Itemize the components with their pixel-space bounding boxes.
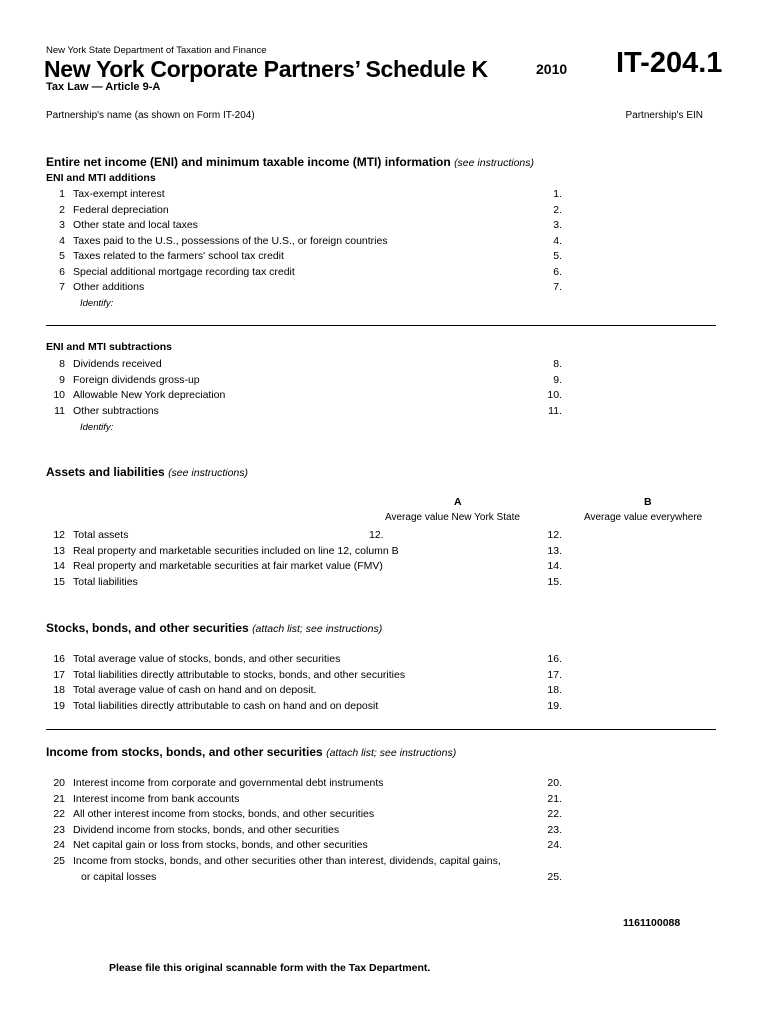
line-ref: 13. xyxy=(547,544,562,557)
line-13[interactable] xyxy=(46,545,566,560)
additions-heading: ENI and MTI additions xyxy=(46,172,156,184)
assets-section-title-text: Assets and liabilities xyxy=(46,465,165,479)
line-number: 14 xyxy=(53,560,65,572)
line-description: Net capital gain or loss from stocks, bonds, and other securities xyxy=(73,839,368,851)
column-a-letter: A xyxy=(454,496,462,508)
line-number: 13 xyxy=(53,544,65,557)
line-number: 21 xyxy=(53,792,65,805)
line-number: 24 xyxy=(53,839,65,851)
line-16[interactable] xyxy=(46,653,566,668)
department-name: New York State Department of Taxation and Finance xyxy=(46,45,267,56)
line-description: Other additions xyxy=(73,281,145,293)
line-22[interactable] xyxy=(46,808,566,823)
line-number: 17 xyxy=(53,668,65,681)
line-number: 7 xyxy=(59,281,65,293)
line-9[interactable] xyxy=(46,374,566,389)
line-number: 1 xyxy=(59,188,65,200)
line-24[interactable] xyxy=(46,839,566,854)
column-a-label: Average value New York State xyxy=(385,512,520,523)
line-ref: 15. xyxy=(547,575,562,588)
line-description: Total liabilities directly attributable to stocks, bonds, and other securities xyxy=(73,668,406,681)
line-description: Total assets xyxy=(73,529,129,541)
line-11[interactable] xyxy=(46,405,566,420)
line-number: 8 xyxy=(59,358,65,370)
line-description: Total average value of stocks, bonds, and other securities xyxy=(73,653,341,665)
line-5[interactable] xyxy=(46,250,566,265)
section-divider xyxy=(46,325,716,326)
line-description: Foreign dividends gross-up xyxy=(73,373,200,386)
line-ref: 21. xyxy=(547,792,562,805)
line-description: Interest income from bank accounts xyxy=(73,792,240,805)
eni-section-title-text: Entire net income (ENI) and minimum taxable income (MTI) information xyxy=(46,155,451,169)
identify-label-additions[interactable]: Identify: xyxy=(80,298,114,309)
assets-section-title xyxy=(46,465,248,479)
line-number: 18 xyxy=(53,684,65,696)
line-18[interactable] xyxy=(46,684,566,699)
line-ref: 9. xyxy=(553,373,562,386)
line-25-continued[interactable] xyxy=(46,871,566,886)
income-section-note: (attach list; see instructions) xyxy=(326,747,457,759)
line-number: 22 xyxy=(53,808,65,820)
line-ref: 17. xyxy=(547,668,562,681)
tax-year: 2010 xyxy=(536,61,568,77)
assets-section-note: (see instructions) xyxy=(168,467,249,479)
eni-section-note: (see instructions) xyxy=(454,157,535,169)
file-notice: Please file this original scannable form with the Tax Department. xyxy=(109,962,431,974)
line-number: 23 xyxy=(53,823,65,836)
stocks-section-title xyxy=(46,621,382,635)
line-4[interactable] xyxy=(46,235,566,250)
line-ref: 12. xyxy=(547,529,562,541)
form-number: IT-204.1 xyxy=(616,47,723,79)
line-description: Taxes related to the farmers' school tax credit xyxy=(73,250,284,262)
line-description: Other subtractions xyxy=(73,404,159,417)
line-ref: 20. xyxy=(547,777,562,789)
line-7[interactable] xyxy=(46,281,566,296)
line-description: Real property and marketable securities included on line 12, column B xyxy=(73,544,399,557)
line-number: 4 xyxy=(59,234,65,247)
line-description: Allowable New York depreciation xyxy=(73,389,226,401)
line-ref: 14. xyxy=(547,560,562,572)
line-description: Federal depreciation xyxy=(73,203,169,216)
line-description: Tax-exempt interest xyxy=(73,188,165,200)
line-description: Real property and marketable securities at fair market value (FMV) xyxy=(73,560,383,572)
line-description: Interest income from corporate and governmental debt instruments xyxy=(73,777,384,789)
line-25-continued-text: or capital losses xyxy=(81,871,157,883)
line-ref: 7. xyxy=(553,281,562,293)
line-ref: 24. xyxy=(547,839,562,851)
line-description: Special additional mortgage recording tax credit xyxy=(73,265,295,278)
line-description: Total liabilities directly attributable to cash on hand and on deposit xyxy=(73,699,379,712)
line-ref: 11. xyxy=(548,404,562,417)
line-ref: 6. xyxy=(553,265,562,278)
line-21[interactable] xyxy=(46,793,566,808)
line-description: Total liabilities xyxy=(73,575,138,588)
line-2[interactable] xyxy=(46,204,566,219)
line-ref: 1. xyxy=(553,188,562,200)
income-section-title-text: Income from stocks, bonds, and other securities xyxy=(46,745,323,759)
line-19[interactable] xyxy=(46,700,566,715)
line-3[interactable] xyxy=(46,219,566,234)
stocks-section-note: (attach list; see instructions) xyxy=(252,623,383,635)
line-ref: 18. xyxy=(547,684,562,696)
line-number: 11 xyxy=(54,404,65,417)
line-20[interactable] xyxy=(46,777,566,792)
line-description: Taxes paid to the U.S., possessions of the U.S., or foreign countries xyxy=(73,234,388,247)
line-ref: 3. xyxy=(553,219,562,231)
line-ref: 22. xyxy=(547,808,562,820)
line-description: Other state and local taxes xyxy=(73,219,198,231)
line-ref: 19. xyxy=(547,699,562,712)
income-section-title xyxy=(46,745,456,759)
line-ref: 2. xyxy=(553,203,562,216)
form-title: New York Corporate Partners’ Schedule K xyxy=(44,56,488,82)
line-number: 6 xyxy=(59,265,65,278)
line-number: 10 xyxy=(53,389,65,401)
line-number: 3 xyxy=(59,219,65,231)
form-code: 1161100088 xyxy=(623,917,681,929)
line-15[interactable] xyxy=(46,576,566,591)
line-description: Total average value of cash on hand and on deposit. xyxy=(73,684,317,696)
section-divider-2 xyxy=(46,729,716,730)
line-23[interactable] xyxy=(46,824,566,839)
line-description: Dividend income from stocks, bonds, and other securities xyxy=(73,823,340,836)
line-number: 20 xyxy=(53,777,65,789)
line-ref: 5. xyxy=(553,250,562,262)
line-number: 2 xyxy=(59,203,65,216)
line-6[interactable] xyxy=(46,266,566,281)
line-description: All other interest income from stocks, bonds, and other securities xyxy=(73,808,375,820)
line-14[interactable] xyxy=(46,560,566,575)
line-12[interactable] xyxy=(46,529,566,544)
line-number: 15 xyxy=(53,575,65,588)
line-ref: 10. xyxy=(547,389,562,401)
partnership-ein-field[interactable]: Partnership's EIN xyxy=(625,110,703,121)
tax-law-label: Tax Law — Article 9-A xyxy=(46,81,161,93)
partnership-name-field[interactable]: Partnership's name (as shown on Form IT-204) xyxy=(46,110,255,121)
line-number: 9 xyxy=(59,373,65,386)
line-number: 16 xyxy=(53,653,65,665)
eni-section-title xyxy=(46,155,534,169)
line-number: 12 xyxy=(53,529,65,541)
line-number: 25 xyxy=(53,854,65,867)
line-description: Dividends received xyxy=(73,358,162,370)
line-ref: 8. xyxy=(553,358,562,370)
subtractions-heading: ENI and MTI subtractions xyxy=(46,341,173,353)
line-number: 19 xyxy=(53,699,65,712)
stocks-section-title-text: Stocks, bonds, and other securities xyxy=(46,621,249,635)
line-ref-column-b: 12. xyxy=(369,529,384,541)
line-ref: 23. xyxy=(547,823,562,836)
identify-label-subtractions[interactable]: Identify: xyxy=(80,422,114,433)
column-b-label: Average value everywhere xyxy=(584,512,703,523)
line-number: 5 xyxy=(59,250,65,262)
line-25[interactable] xyxy=(46,855,566,870)
line-ref: 16. xyxy=(547,653,562,665)
line-ref: 4. xyxy=(553,234,562,247)
line-25-ref: 25. xyxy=(547,871,562,883)
line-description: Income from stocks, bonds, and other securities other than interest, dividends, capital gains, xyxy=(73,854,501,867)
line-17[interactable] xyxy=(46,669,566,684)
column-b-letter: B xyxy=(644,496,652,508)
line-10[interactable] xyxy=(46,389,566,404)
line-8[interactable] xyxy=(46,358,566,373)
line-1[interactable] xyxy=(46,188,566,203)
